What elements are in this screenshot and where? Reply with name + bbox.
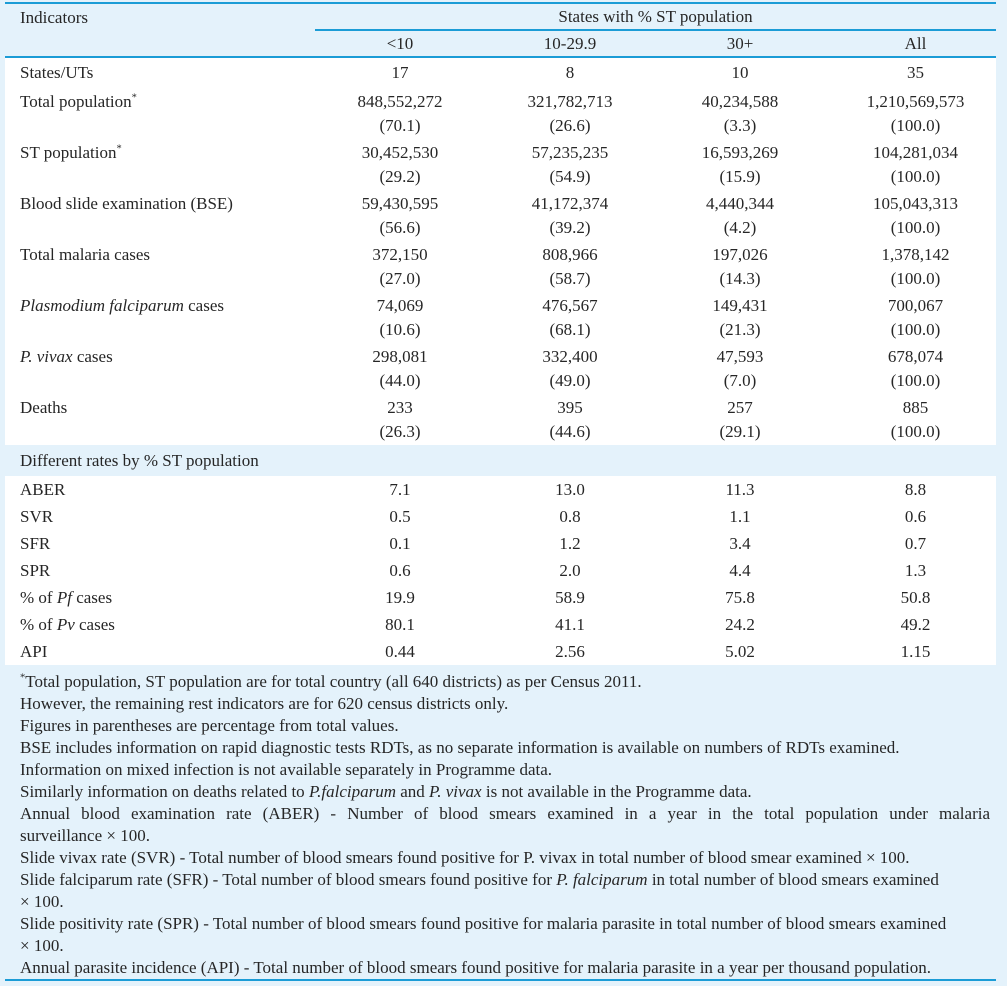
- cell-percentage: (56.6): [379, 218, 421, 237]
- value-cell: 58.9: [555, 588, 585, 607]
- cell-value: 332,400: [542, 347, 598, 366]
- table-header-row-2: [5, 31, 996, 56]
- value-cell: [825, 141, 1006, 190]
- header-col-10-29: 10-29.9: [543, 33, 597, 53]
- cell-percentage: (100.0): [890, 167, 941, 186]
- text-segment: Blood slide examination (BSE): [20, 194, 233, 213]
- value-cell: 0.5: [389, 507, 411, 526]
- value-cell: [315, 294, 485, 343]
- cell-percentage: (44.6): [549, 422, 591, 441]
- row-label: [5, 584, 315, 611]
- row-label: [5, 638, 315, 665]
- cell-value: 885: [902, 398, 929, 417]
- value-cell: 0.44: [385, 642, 415, 661]
- cell-value: 808,966: [542, 245, 598, 264]
- cell-value: 372,150: [372, 245, 428, 264]
- value-cell: 49.2: [900, 615, 931, 634]
- cell-value: 321,782,713: [527, 92, 613, 111]
- table-row: [5, 139, 996, 190]
- cell-percentage: (27.0): [379, 269, 421, 288]
- cell-percentage: (100.0): [890, 269, 941, 288]
- table-row: [5, 394, 996, 445]
- value-cell: 1.1: [729, 507, 751, 526]
- value-cell: [315, 396, 485, 445]
- value-cell: [485, 345, 655, 394]
- header-col-lt10: <10: [386, 33, 414, 53]
- text-segment: % of: [20, 588, 57, 607]
- cell-percentage: (58.7): [549, 269, 591, 288]
- footnotes: [5, 665, 996, 979]
- value-cell: [655, 90, 825, 139]
- cell-percentage: (15.9): [719, 167, 761, 186]
- row-label: [5, 58, 315, 88]
- header-col-30plus: 30+: [726, 33, 754, 53]
- cell-percentage: (29.1): [719, 422, 761, 441]
- row-label: [5, 503, 315, 530]
- value-cell: 0.7: [904, 534, 927, 553]
- superscript-marker: *: [131, 92, 137, 104]
- value-cell: 2.56: [555, 642, 585, 661]
- value-cell: 13.0: [555, 480, 585, 499]
- text-segment: P. vivax: [429, 782, 482, 801]
- value-cell: [485, 192, 655, 241]
- text-segment: P. vivax: [20, 347, 73, 366]
- value-cell: [825, 58, 1006, 88]
- cell-percentage: (49.0): [549, 371, 591, 390]
- footnote-line: [20, 671, 990, 693]
- value-cell: [485, 396, 655, 445]
- superscript-marker: *: [116, 143, 122, 155]
- cell-percentage: (100.0): [890, 116, 941, 135]
- value-cell: 50.8: [900, 588, 931, 607]
- value-cell: 0.6: [904, 507, 927, 526]
- text-segment: ABER: [20, 480, 66, 499]
- cell-value: 233: [387, 398, 413, 417]
- cell-value: 1,378,142: [881, 245, 950, 264]
- table-row: [5, 476, 996, 503]
- value-cell: [655, 58, 825, 88]
- text-segment: SFR: [20, 534, 51, 553]
- text-segment: However, the remaining rest indicators are for 620 census districts only.: [20, 694, 509, 713]
- row-label: [5, 611, 315, 638]
- cell-value: 848,552,272: [357, 92, 443, 111]
- counts-section: [5, 58, 996, 445]
- text-segment: Slide vivax rate (SVR) - Total number of blood smears found positive for P. vivax in total number of blood smear examined × 100.: [20, 848, 910, 867]
- cell-percentage: (100.0): [890, 218, 941, 237]
- text-segment: Similarly information on deaths related to: [20, 782, 309, 801]
- text-segment: SVR: [20, 507, 54, 526]
- value-cell: [655, 294, 825, 343]
- footnote-line: [20, 935, 990, 957]
- value-cell: [315, 243, 485, 292]
- value-cell: 2.0: [559, 561, 581, 580]
- cell-percentage: (68.1): [549, 320, 591, 339]
- text-segment: Deaths: [20, 398, 68, 417]
- value-cell: [655, 192, 825, 241]
- value-cell: 0.8: [559, 507, 581, 526]
- footnote-line: [20, 825, 990, 847]
- value-cell: [825, 90, 1006, 139]
- text-segment: Information on mixed infection is not available separately in Programme data.: [20, 760, 553, 779]
- text-segment: surveillance × 100.: [20, 826, 150, 845]
- cell-value: 17: [391, 63, 409, 82]
- cell-percentage: (100.0): [890, 371, 941, 390]
- value-cell: [485, 294, 655, 343]
- cell-value: 476,567: [542, 296, 598, 315]
- text-segment: cases: [72, 347, 113, 366]
- cell-percentage: (29.2): [379, 167, 421, 186]
- text-segment: Pf: [56, 588, 72, 607]
- cell-value: 47,593: [716, 347, 764, 366]
- text-segment: × 100.: [20, 936, 64, 955]
- cell-value: 1,210,569,573: [866, 92, 965, 111]
- header-span-label: States with % ST population: [315, 4, 996, 31]
- cell-value: 395: [557, 398, 583, 417]
- rates-section: [5, 476, 996, 665]
- table-row: [5, 584, 996, 611]
- value-cell: [655, 396, 825, 445]
- footnote-line: [20, 803, 990, 825]
- value-cell: [655, 345, 825, 394]
- cell-percentage: (100.0): [890, 320, 941, 339]
- value-cell: 0.1: [389, 534, 411, 553]
- text-segment: Plasmodium falciparum: [20, 296, 184, 315]
- bottom-rule: [5, 979, 996, 981]
- cell-value: 104,281,034: [873, 143, 958, 162]
- table-row: [5, 241, 996, 292]
- text-segment: Total population: [20, 92, 132, 111]
- value-cell: [825, 396, 1006, 445]
- row-label: [5, 90, 315, 114]
- text-segment: Pv: [56, 615, 75, 634]
- value-cell: [485, 141, 655, 190]
- value-cell: 0.6: [389, 561, 411, 580]
- cell-percentage: (44.0): [379, 371, 421, 390]
- text-segment: Total population, ST population are for total country (all 640 districts) as per Census 2011.: [25, 672, 642, 691]
- cell-value: 41,172,374: [531, 194, 609, 213]
- cell-percentage: (21.3): [719, 320, 761, 339]
- cell-percentage: (4.2): [723, 218, 757, 237]
- footnote-line: [20, 759, 990, 781]
- row-label: [5, 192, 315, 216]
- text-segment: BSE includes information on rapid diagnostic tests RDTs, as no separate information is available on numbers of RDTs examined.: [20, 738, 900, 757]
- cell-percentage: (39.2): [549, 218, 591, 237]
- footnote-line: [20, 957, 990, 979]
- value-cell: [825, 192, 1006, 241]
- value-cell: 1.15: [900, 642, 931, 661]
- cell-value: 57,235,235: [531, 143, 609, 162]
- cell-value: 298,081: [372, 347, 428, 366]
- table-row: [5, 343, 996, 394]
- row-label: [5, 345, 315, 369]
- footnote-line: [20, 781, 990, 803]
- footnote-line: [20, 693, 990, 715]
- value-cell: 11.3: [725, 480, 755, 499]
- cell-percentage: (10.6): [379, 320, 421, 339]
- footnote-line: [20, 913, 990, 935]
- cell-value: 678,074: [887, 347, 944, 366]
- cell-value: 10: [731, 63, 749, 82]
- table-row: [5, 503, 996, 530]
- value-cell: 3.4: [729, 534, 751, 553]
- cell-value: 40,234,588: [701, 92, 779, 111]
- table-header-row-1: [5, 4, 996, 31]
- superscript-marker: *: [20, 672, 26, 684]
- text-segment: Total malaria cases: [20, 245, 151, 264]
- cell-percentage: (54.9): [549, 167, 591, 186]
- table-row: [5, 58, 996, 88]
- text-segment: API: [20, 642, 48, 661]
- cell-percentage: (26.6): [549, 116, 591, 135]
- row-label: [5, 557, 315, 584]
- cell-value: 35: [907, 63, 924, 82]
- value-cell: 1.3: [904, 561, 927, 580]
- value-cell: 5.02: [725, 642, 755, 661]
- cell-value: 16,593,269: [701, 143, 779, 162]
- text-segment: % of: [20, 615, 57, 634]
- value-cell: [485, 90, 655, 139]
- table-row: [5, 557, 996, 584]
- text-segment: Slide falciparum rate (SFR) - Total number of blood smears found positive for: [20, 870, 557, 889]
- value-cell: [655, 141, 825, 190]
- value-cell: [315, 345, 485, 394]
- value-cell: 4.4: [729, 561, 751, 580]
- section-header-row: Different rates by % ST population: [20, 451, 259, 470]
- table-row: [5, 88, 996, 139]
- value-cell: [825, 243, 1006, 292]
- value-cell: [315, 90, 485, 139]
- text-segment: in total number of blood smears examined: [647, 870, 939, 889]
- header-col-all: All: [904, 33, 927, 53]
- text-segment: Slide positivity rate (SPR) - Total number of blood smears found positive for malaria parasite in total number of blood smears examined: [20, 914, 947, 933]
- footnote-line: [20, 737, 990, 759]
- text-segment: States/UTs: [20, 63, 94, 82]
- footnote-line: [20, 847, 990, 869]
- cell-value: 4,440,344: [706, 194, 774, 213]
- footnote-line: [20, 891, 990, 913]
- cell-value: 700,067: [887, 296, 944, 315]
- text-segment: Annual parasite incidence (API) - Total number of blood smears found positive for malaria parasite in a year per thousand population.: [20, 958, 932, 977]
- value-cell: [485, 243, 655, 292]
- value-cell: [655, 243, 825, 292]
- cell-percentage: (26.3): [379, 422, 421, 441]
- cell-value: 149,431: [712, 296, 768, 315]
- cell-value: 197,026: [712, 245, 768, 264]
- text-segment: Annual blood examination rate (ABER) - Number of blood smears examined in a year in the total population under malaria: [20, 804, 990, 823]
- text-segment: cases: [183, 296, 224, 315]
- value-cell: 24.2: [725, 615, 755, 634]
- table-row: [5, 638, 996, 665]
- cell-percentage: (7.0): [723, 371, 757, 390]
- table-row: [5, 611, 996, 638]
- text-segment: ST population: [20, 143, 117, 162]
- text-segment: × 100.: [20, 892, 64, 911]
- value-cell: [315, 58, 485, 88]
- value-cell: 41.1: [555, 615, 585, 634]
- text-segment: and: [396, 782, 430, 801]
- row-label: [5, 243, 315, 267]
- value-cell: 80.1: [385, 615, 415, 634]
- text-segment: is not available in the Programme data.: [481, 782, 752, 801]
- table: [5, 2, 996, 981]
- text-segment: cases: [74, 615, 115, 634]
- header-indicators: Indicators: [20, 7, 88, 27]
- cell-percentage: (14.3): [719, 269, 761, 288]
- table-row: [5, 530, 996, 557]
- value-cell: 8.8: [904, 480, 927, 499]
- table-row: [5, 292, 996, 343]
- text-segment: Figures in parentheses are percentage from total values.: [20, 716, 399, 735]
- text-segment: P. falciparum: [556, 870, 648, 889]
- value-cell: [825, 294, 1006, 343]
- row-label: [5, 294, 315, 318]
- value-cell: [485, 58, 655, 88]
- value-cell: 7.1: [389, 480, 411, 499]
- row-label: [5, 141, 315, 165]
- cell-value: 30,452,530: [361, 143, 439, 162]
- table-row: [5, 190, 996, 241]
- value-cell: 1.2: [559, 534, 581, 553]
- row-label: [5, 530, 315, 557]
- value-cell: 75.8: [725, 588, 755, 607]
- text-segment: P.falciparum: [308, 782, 396, 801]
- footnote-line: [20, 869, 990, 891]
- row-label: [5, 396, 315, 420]
- cell-percentage: (70.1): [379, 116, 421, 135]
- footnote-line: [20, 715, 990, 737]
- cell-value: 59,430,595: [361, 194, 439, 213]
- cell-value: 8: [565, 63, 575, 82]
- value-cell: 19.9: [385, 588, 415, 607]
- cell-value: 105,043,313: [873, 194, 958, 213]
- cell-percentage: (100.0): [890, 422, 941, 441]
- cell-value: 74,069: [376, 296, 424, 315]
- value-cell: [315, 192, 485, 241]
- value-cell: [825, 345, 1006, 394]
- text-segment: SPR: [20, 561, 51, 580]
- cell-percentage: (3.3): [723, 116, 757, 135]
- cell-value: 257: [727, 398, 753, 417]
- value-cell: [315, 141, 485, 190]
- text-segment: cases: [71, 588, 113, 607]
- row-label: [5, 476, 315, 503]
